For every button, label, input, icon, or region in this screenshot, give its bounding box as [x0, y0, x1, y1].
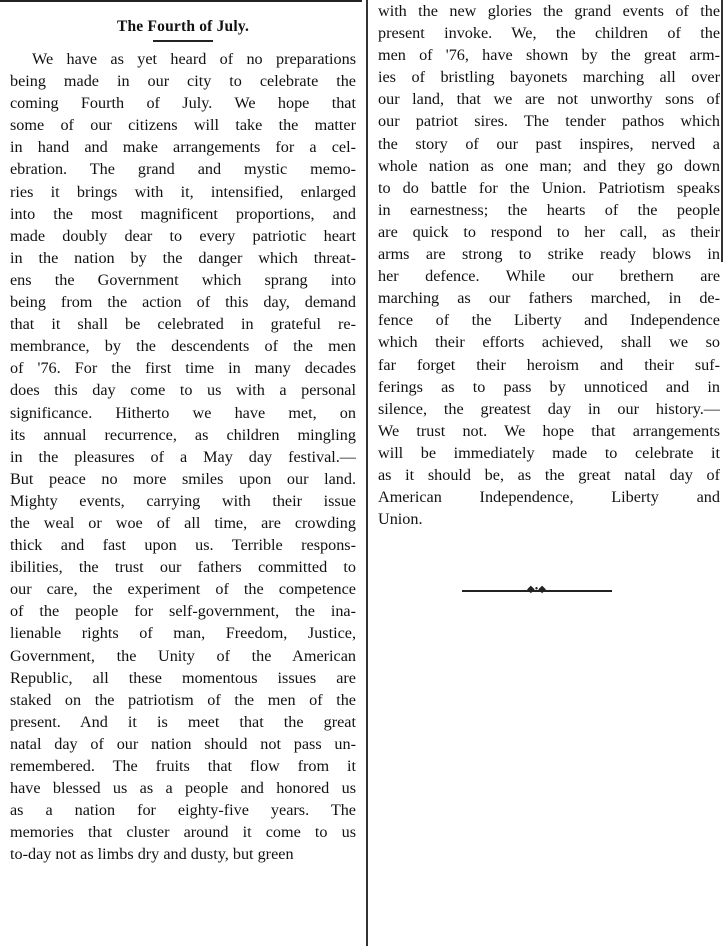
- text-line: lienable rights of man, Freedom, Justice,: [10, 624, 356, 643]
- text-line: ies of bristling bayonets marching all over: [378, 68, 720, 87]
- text-line: We have as yet heard of no preparations: [32, 50, 356, 68]
- text-line: significance. Hitherto we have met, on: [10, 403, 356, 422]
- text-line: American Independence, Liberty and: [378, 488, 720, 507]
- text-line: remembered. The fruits that flow from it: [10, 757, 356, 775]
- text-line: Government, the Unity of the American: [10, 646, 356, 665]
- text-line: thick and fast upon us. Terrible respons-: [10, 536, 356, 555]
- title-underline: [153, 40, 213, 42]
- text-line: have blessed us as a people and honored us: [10, 779, 356, 798]
- text-line: far forget their heroism and their suf-: [378, 355, 720, 374]
- text-line: to-day not as limbs dry and dusty, but green: [10, 845, 294, 864]
- text-line: memories that cluster around it come to us: [10, 823, 356, 842]
- text-line: in the pleasures of a May day festival.—: [10, 447, 356, 466]
- text-line: whole nation as one man; and they go down: [378, 156, 720, 175]
- text-line: will be immediately made to celebrate it: [378, 443, 720, 462]
- text-line: We trust not. We hope that arrangements: [378, 421, 720, 440]
- right-column-text: [378, 0, 720, 530]
- text-line: its annual recurrence, as children mingling: [10, 425, 356, 444]
- text-line: which their efforts achieved, shall we so: [378, 333, 720, 352]
- text-line: being from the action of this day, demand: [10, 293, 356, 312]
- text-line: ens the Government which sprang into: [10, 270, 356, 289]
- text-line: arms are strong to strike ready blows in: [378, 245, 720, 264]
- right-column: [372, 0, 726, 595]
- text-line: staked on the patriotism of the men of the: [10, 690, 356, 709]
- text-line: made doubly dear to every patriotic heart: [10, 226, 356, 245]
- text-line: in hand and make arrangements for a cel-: [10, 138, 356, 157]
- text-line: natal day of our nation should not pass un-: [10, 734, 356, 753]
- text-line: being made in our city to celebrate the: [10, 72, 356, 91]
- text-line: But peace no more smiles upon our land.: [10, 469, 356, 488]
- column-divider: [366, 0, 368, 946]
- text-line: men of '76, have shown by the great arm-: [378, 46, 720, 65]
- text-line: ebration. The grand and mystic memo-: [10, 160, 356, 179]
- text-line: does this day come to us with a personal: [10, 381, 356, 400]
- text-line: in the nation by the danger which threat-: [10, 248, 356, 267]
- text-line: the weal or woe of all time, are crowding: [10, 513, 356, 532]
- text-line: our land, that we are not unworthy sons of: [378, 90, 720, 109]
- text-line: our patriot sires. The tender pathos which: [378, 112, 720, 131]
- text-line: of the people for self-government, the ina-: [10, 602, 356, 621]
- text-line: her defence. While our brethern are: [378, 267, 720, 286]
- text-line: as a nation for eighty-five years. The: [10, 801, 356, 820]
- text-line: the story of our past inspires, nerved a: [378, 134, 720, 153]
- text-line: ries it brings with it, intensified, enlarged: [10, 182, 356, 201]
- text-line: fence of the Liberty and Independence: [378, 311, 720, 330]
- text-line: silence, the greatest day in our history.—: [378, 399, 720, 418]
- text-line: coming Fourth of July. We hope that: [10, 94, 356, 113]
- text-line: Republic, all these momentous issues are: [10, 668, 356, 687]
- text-line: into the most magnificent proportions, and: [10, 204, 356, 223]
- text-line: ibilities, the trust our fathers committed to: [10, 558, 356, 577]
- text-line: that it shall be celebrated in grateful re-: [10, 315, 356, 334]
- text-line: with the new glories the grand events of the: [378, 2, 720, 20]
- end-ornament-icon: ◆•◆: [527, 584, 546, 595]
- text-line: present invoke. We, the children of the: [378, 24, 720, 43]
- text-line: Mighty events, carrying with their issue: [10, 491, 356, 510]
- article-title: The Fourth of July.: [116, 18, 250, 35]
- text-line: membrance, by the descendents of the men: [10, 337, 356, 356]
- text-line: present. And it is meet that the great: [10, 712, 356, 731]
- text-line: as it should be, as the great natal day of: [378, 465, 720, 484]
- text-line: of '76. For the first time in many decades: [10, 359, 356, 378]
- text-line: marching as our fathers marched, in de-: [378, 289, 720, 308]
- text-line: some of our citizens will take the matter: [10, 116, 356, 135]
- text-line: ferings as to pass by unnoticed and in: [378, 377, 720, 396]
- text-line: to do battle for the Union. Patriotism speaks: [378, 178, 720, 197]
- text-line: our care, the experiment of the competence: [10, 580, 356, 599]
- text-line: are quick to respond to her call, as their: [378, 222, 720, 241]
- left-column: [0, 0, 362, 865]
- left-column-text: [10, 48, 356, 865]
- text-line: Union.: [378, 510, 423, 529]
- text-line: in earnestness; the hearts of the people: [378, 200, 720, 219]
